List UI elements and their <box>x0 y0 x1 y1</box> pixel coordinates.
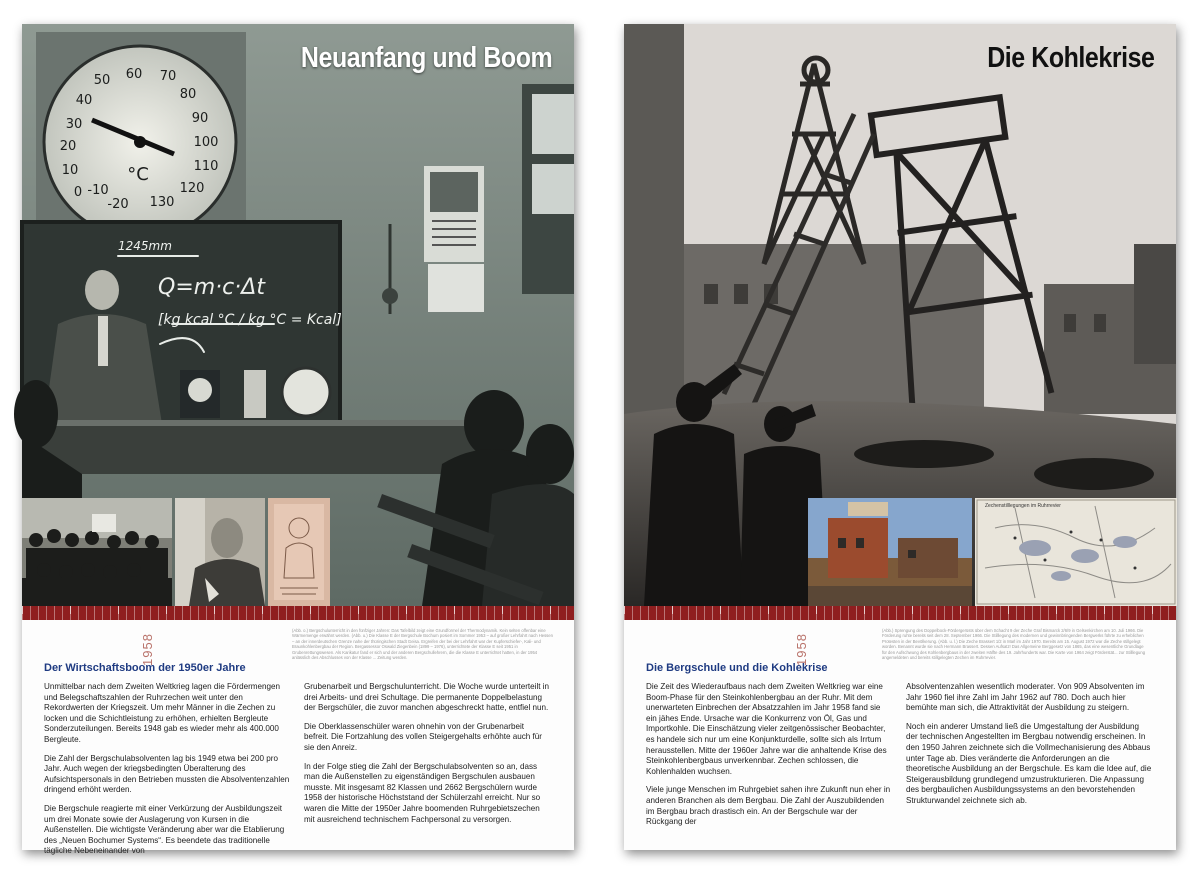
dial-number: 60 <box>125 67 143 82</box>
thumbnail-strip <box>808 498 1177 606</box>
section-heading: Der Wirtschaftsboom der 1950er Jahre <box>44 662 246 674</box>
timeline-year: 1958 <box>794 633 809 666</box>
paragraph: Die Bergschule reagierte mit einer Verkürzung der Ausbildungszeit um drei Monate sowie der Auslagerung von Kursen in die Außenstellen. Die wichtigste Veränderung aber war die Etablierung des „Neuen Bochumer Systems“. Es beendete das traditionelle tägliche Nebeneinander von <box>44 803 285 856</box>
dial-number: 10 <box>61 163 79 178</box>
paragraph: Grubenarbeit und Bergschulunterricht. Die Woche wurde unterteilt in drei Arbeits- und drei Schultage. Die permanente Doppelbelastung der Bergschüler, die zuvor manchen abgeschreckt hatte, entfiel nun. <box>304 682 550 713</box>
dial-number: -20 <box>107 197 129 212</box>
chalk-formula: Q=m·c·Δt <box>158 275 265 300</box>
text-column-right <box>304 682 550 833</box>
dial-number: 30 <box>65 117 83 132</box>
paragraph: In der Folge stieg die Zahl der Bergschulabsolventen so an, dass man die Außenstellen zu eigenständigen Bergschulen ausbauen musste. Mit insgesamt 82 Klassen und 2662 Bergschülern wurde 1958 der historische Höchststand der Schülerzahl erreicht. Nur so waren die Mitte der 1950er Jahre boomenden Ruhrgebietszechen mit ausreichend technischem Fachpersonal zu versorgen. <box>304 761 541 824</box>
dial-number: 80 <box>179 87 197 102</box>
panel-title: Neuanfang und Boom <box>300 42 552 74</box>
paragraph: Unmittelbar nach dem Zweiten Weltkrieg lagen die Fördermengen und Belegschaftszahlen der Ruhrzechen weit unter den Rekordwerten der Kriegszeit. Um mehr Männer in die Zechen zu locken und die Schichtleistung zu erhöhen, erhielten Bergleute Sonderzuteilungen. Bereits 1948 gab es wieder mehr als 400.000 Bergleute. <box>44 682 281 744</box>
dial-number: 40 <box>75 93 93 108</box>
paragraph: Noch ein anderer Umstand ließ die Umgestaltung der Ausbildung der technischen Angestellten im Bergbau notwendig erscheinen. In den 1950 Jahren zeichnete sich die Vollmechanisierung des Abbaus unter Tage ab. Dies veränderte die Anforderungen an die theoretische Ausbildung an der Bergschule. Es kam die Idee auf, die Steigerausbildung grundlegend umzustrukturieren. Die Anpassung des bergbaulichen Ausbildungssystems an den bevorstehenden Strukturwandel zeichnete sich ab. <box>906 721 1152 805</box>
section-heading: Die Bergschule und die Kohlekrise <box>646 662 828 674</box>
chalk-dimension: 1245mm <box>118 239 172 253</box>
dial-number: -10 <box>87 183 109 198</box>
caricature-sketch <box>268 498 330 606</box>
dial-number: 90 <box>191 111 209 126</box>
thumbnail-strip <box>22 498 330 606</box>
dial-number: 20 <box>59 139 77 154</box>
paragraph: Viele junge Menschen im Ruhrgebiet sahen ihre Zukunft nun eher in anderen Branchen als dem Bergbau. Die Zahl der Auszubildenden im Bergbau brach drastisch ein. An der Bergschule war der Rückgang der <box>646 785 891 827</box>
zeche-brassert-photo <box>808 498 972 606</box>
ruhr-map <box>975 498 1177 606</box>
chalk-units: [kg kcal °C / kg °C = Kcal] <box>158 312 342 328</box>
panel-neuanfang-und-boom <box>22 24 574 856</box>
dial-unit: °C <box>127 164 149 185</box>
class-group-photo <box>22 498 172 606</box>
paragraph: Die Zeit des Wiederaufbaus nach dem Zweiten Weltkrieg war eine Boom-Phase für den Steinkohlenbergbau an der Ruhr. Mit dem unerwarteten Einbrechen der Absatzzahlen im Jahr 1958 fand sie ein jähes Ende. Ursache war die Konkurrenz von Öl, Gas und Importkohle. Die Einschätzung vieler zeitgenössischer Beobachter, es handele sich nur um eine Konjunkturdelle, sollte sich als Irrtum herausstellen. Mitte der 1960er Jahre war die anhaltende Krise des Steinkohlenbergbaus unverkennbar. Zechen schlossen, die Kohlenhalden wuchsen. <box>646 682 887 776</box>
dial-number: 110 <box>193 159 219 174</box>
timeline-bar <box>22 606 574 620</box>
text-column-right <box>906 682 1152 815</box>
paragraph: Absolventenzahlen wesentlich moderater. Von 909 Absolventen im Jahr 1960 fiel ihre Zahl im Jahr 1962 auf 780. Doch auch hier bemühte man sich, die Attraktivität der Ausbildung zu steigern. <box>906 682 1145 713</box>
timeline-bar <box>624 606 1176 620</box>
panel-title: Die Kohlekrise <box>986 42 1154 74</box>
text-column-left <box>44 682 290 865</box>
dial-number: 0 <box>73 185 83 200</box>
dial-number: 70 <box>159 69 177 84</box>
map-title: Zechenstilllegungen im Ruhrrevier <box>985 503 1061 509</box>
teacher-portrait-photo <box>175 498 265 606</box>
dial-number: 120 <box>179 181 205 196</box>
paragraph: Die Zahl der Bergschulabsolventen lag bis 1949 etwa bei 200 pro Jahr. Auch wegen der kriegsbedingten Überalterung des Aufsichtspersonals in den Betrieben mussten die Absolventenzahlen dringend erhöht werden. <box>44 753 290 795</box>
timeline-year: 1958 <box>140 633 155 666</box>
text-column-left <box>646 682 892 836</box>
panel-die-kohlekrise <box>624 24 1176 850</box>
image-caption: (Abb.) Sprengung des Doppelbock-Fördergerüsts über dem Schacht 9 der Zeche Graf Bismarck 2/6/9 in Gelsenkirchen am 10. Juli 1966. Die Förderung ruhte bereits seit dem 28. September 1966. Die Stilllegung des modernen und gewinnbringenden Bergwerks führte zu erheblichen Protesten in der Bevölkerung. (Abb. u. l.) Die Zeche Brassert 1/2 in Marl im Jahr 1970. Bereits am 15. August 1972 war die Zeche stillgelegt worden. Benannt wurde sie nach Hermann Brassert. Dessen Aufsatz! Das Allgemeine Berggesetz von 1865, das eine wesentliche Grundlage für den Aufschwung des Kohlenbergbaus in der zweiten Hälfte des 19. Jahrhunderts war. Die Karte von 1964 zeigt Förderstät... zur Stilllegung angemeldeten und bereits stillgelegten Zechen im Ruhrrevier. <box>882 628 1146 661</box>
dial-number: 100 <box>193 135 219 150</box>
dial-number: 130 <box>149 195 175 210</box>
image-caption: (Abb. o.) Bergschulunterricht in den fünfziger Jahren: Das Tafelbild zeigt eine Grundformel der Thermodynamik. Kein selten offenbar eine Wärmemenge erwähnt werden. (Abb. u.) Die Klasse E der Bergschule Bochum posiert im Sommer 1953 – auf großer Lehrfahrt nach Hessen – an der innerdeutschen Grenze nahe der thüringischen Stadt Geisa. Ergreifen der bei der Lehrfahrt war der Kupferschiefer-, Kali- und Braunkohlenbergbau der Region. Bergassessor Oswald Ziegenbein (1899 – 1976), unterrichtete der Klasse E seit 1951 in Grubenrettungswesen. Als Karikatur fand er sich und der anderen Bergschullehrern, die die Klasse E unterrichtet hatten, in der 1954 anlässlich des Abschlusses von der Klasse ... Zeitung werden. <box>292 628 553 661</box>
dial-number: 50 <box>93 73 111 88</box>
paragraph: Die Oberklassenschüler waren ohnehin von der Grubenarbeit befreit. Die Fortzahlung des vollen Steigergehalts erhöhte auch für sie den Anreiz. <box>304 721 543 752</box>
